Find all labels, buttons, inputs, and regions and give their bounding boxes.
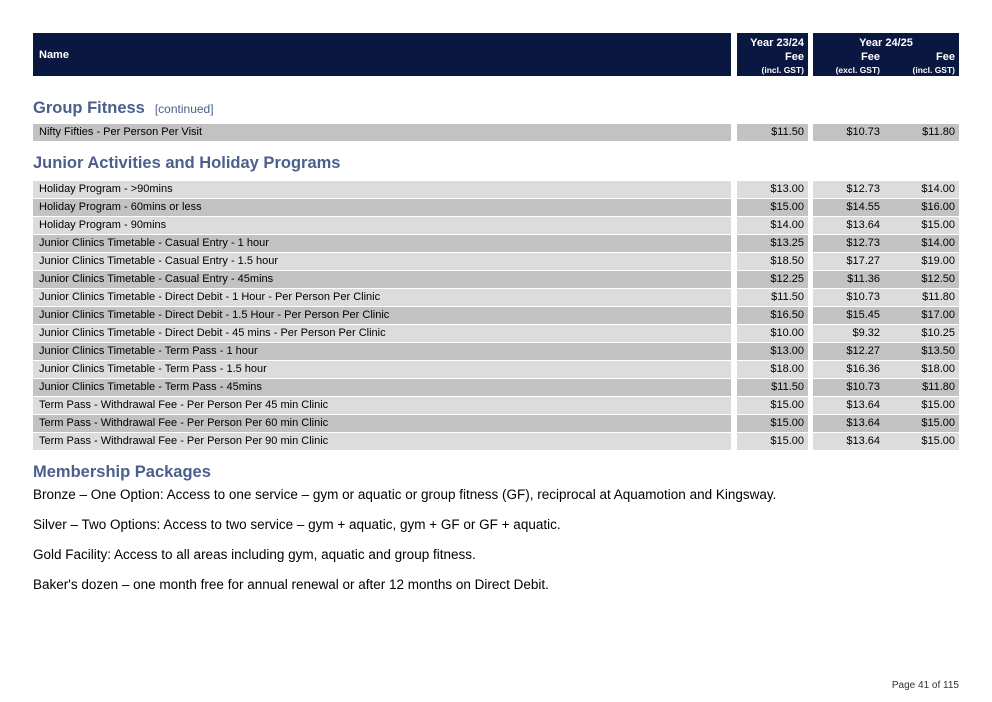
fee-2324-incl: $11.50 bbox=[737, 289, 808, 306]
table-row bbox=[33, 199, 959, 216]
fee-2425-excl: $13.64 bbox=[813, 217, 884, 234]
row-name: Holiday Program - 90mins bbox=[33, 217, 731, 234]
fee-2324-incl: $15.00 bbox=[737, 433, 808, 450]
row-name: Junior Clinics Timetable - Casual Entry - 1.5 hour bbox=[33, 253, 731, 270]
membership-paragraph: Baker's dozen – one month free for annual renewal or after 12 months on Direct Debit. bbox=[33, 577, 549, 592]
fee-2324-incl: $14.00 bbox=[737, 217, 808, 234]
fee-2425-incl: $14.00 bbox=[884, 181, 959, 198]
membership-paragraph: Bronze – One Option: Access to one service – gym or aquatic or group fitness (GF), reciprocal at Aquamotion and Kingsway. bbox=[33, 487, 777, 502]
header-year1-sub: (incl. GST) bbox=[761, 65, 804, 75]
fee-2324-incl: $18.50 bbox=[737, 253, 808, 270]
fee-2425-excl: $13.64 bbox=[813, 415, 884, 432]
fee-2425-excl: $10.73 bbox=[813, 124, 884, 141]
header-year1-fee: Fee bbox=[785, 51, 804, 63]
table-row bbox=[33, 271, 959, 288]
fee-2425-incl: $19.00 bbox=[884, 253, 959, 270]
header-year1 bbox=[737, 33, 808, 76]
fee-2324-incl: $15.00 bbox=[737, 415, 808, 432]
fee-2425-excl: $14.55 bbox=[813, 199, 884, 216]
fee-2425-excl: $15.45 bbox=[813, 307, 884, 324]
row-name: Junior Clinics Timetable - Direct Debit - 45 mins - Per Person Per Clinic bbox=[33, 325, 731, 342]
fee-2425-excl: $13.64 bbox=[813, 397, 884, 414]
fee-2324-incl: $15.00 bbox=[737, 199, 808, 216]
header-year2-label: Year 24/25 bbox=[859, 37, 913, 49]
membership-paragraph: Gold Facility: Access to all areas including gym, aquatic and group fitness. bbox=[33, 547, 476, 562]
fee-2324-incl: $15.00 bbox=[737, 397, 808, 414]
fee-2425-excl: $12.73 bbox=[813, 235, 884, 252]
header-year2-sub-excl: (excl. GST) bbox=[835, 65, 880, 75]
fee-2425-incl: $11.80 bbox=[884, 289, 959, 306]
fee-2425-incl: $14.00 bbox=[884, 235, 959, 252]
table-row bbox=[33, 307, 959, 324]
row-name: Term Pass - Withdrawal Fee - Per Person Per 90 min Clinic bbox=[33, 433, 731, 450]
fee-2324-incl: $10.00 bbox=[737, 325, 808, 342]
fee-2425-incl: $10.25 bbox=[884, 325, 959, 342]
fee-2425-incl: $15.00 bbox=[884, 433, 959, 450]
fee-2425-incl: $13.50 bbox=[884, 343, 959, 360]
row-name: Junior Clinics Timetable - Casual Entry - 45mins bbox=[33, 271, 731, 288]
membership-paragraph: Silver – Two Options: Access to two service – gym + aquatic, gym + GF or GF + aquatic. bbox=[33, 517, 561, 532]
table-row bbox=[33, 361, 959, 378]
header-year1-label: Year 23/24 bbox=[750, 37, 804, 49]
fee-2425-incl: $17.00 bbox=[884, 307, 959, 324]
group-fitness-table bbox=[33, 124, 959, 141]
fee-2425-incl: $16.00 bbox=[884, 199, 959, 216]
fee-2425-incl: $11.80 bbox=[884, 124, 959, 141]
fee-2425-incl: $18.00 bbox=[884, 361, 959, 378]
continued-label: [continued] bbox=[154, 102, 214, 116]
row-name: Nifty Fifties - Per Person Per Visit bbox=[33, 124, 731, 141]
table-row bbox=[33, 415, 959, 432]
row-name: Holiday Program - 60mins or less bbox=[33, 199, 731, 216]
row-name: Junior Clinics Timetable - Term Pass - 45mins bbox=[33, 379, 731, 396]
fee-2425-excl: $16.36 bbox=[813, 361, 884, 378]
fee-schedule-page bbox=[33, 33, 959, 607]
table-row bbox=[33, 397, 959, 414]
table-row bbox=[33, 235, 959, 252]
fee-2324-incl: $13.00 bbox=[737, 181, 808, 198]
table-row bbox=[33, 181, 959, 198]
table-row bbox=[33, 289, 959, 306]
fee-2425-excl: $12.27 bbox=[813, 343, 884, 360]
fee-2425-incl: $15.00 bbox=[884, 217, 959, 234]
row-name: Junior Clinics Timetable - Casual Entry - 1 hour bbox=[33, 235, 731, 252]
fee-2425-excl: $13.64 bbox=[813, 433, 884, 450]
header-year2 bbox=[813, 33, 959, 76]
table-row bbox=[33, 343, 959, 360]
section-title-group-fitness bbox=[33, 98, 959, 118]
row-name: Junior Clinics Timetable - Direct Debit - 1 Hour - Per Person Per Clinic bbox=[33, 289, 731, 306]
fee-2425-excl: $12.73 bbox=[813, 181, 884, 198]
section-title-membership: Membership Packages bbox=[33, 463, 211, 481]
row-name: Junior Clinics Timetable - Term Pass - 1.5 hour bbox=[33, 361, 731, 378]
row-name: Junior Clinics Timetable - Term Pass - 1 hour bbox=[33, 343, 731, 360]
fee-2324-incl: $16.50 bbox=[737, 307, 808, 324]
page-number: Page 41 of 115 bbox=[891, 680, 959, 691]
fee-2425-excl: $11.36 bbox=[813, 271, 884, 288]
fee-2324-incl: $13.00 bbox=[737, 343, 808, 360]
group-fitness-title: Group Fitness bbox=[33, 99, 145, 117]
header-year2-fee-excl: Fee bbox=[861, 51, 880, 63]
fee-2425-excl: $17.27 bbox=[813, 253, 884, 270]
table-row bbox=[33, 433, 959, 450]
header-year2-sub-incl: (incl. GST) bbox=[912, 65, 955, 75]
fee-2324-incl: $11.50 bbox=[737, 124, 808, 141]
fee-2425-incl: $12.50 bbox=[884, 271, 959, 288]
header-name: Name bbox=[33, 33, 731, 76]
fee-2425-excl: $10.73 bbox=[813, 289, 884, 306]
membership-paragraphs bbox=[33, 487, 959, 593]
row-name: Junior Clinics Timetable - Direct Debit - 1.5 Hour - Per Person Per Clinic bbox=[33, 307, 731, 324]
row-name: Term Pass - Withdrawal Fee - Per Person Per 45 min Clinic bbox=[33, 397, 731, 414]
junior-table bbox=[33, 181, 959, 450]
row-name: Holiday Program - >90mins bbox=[33, 181, 731, 198]
header-year2-fee-incl: Fee bbox=[936, 51, 955, 63]
row-name: Term Pass - Withdrawal Fee - Per Person Per 60 min Clinic bbox=[33, 415, 731, 432]
table-header bbox=[33, 33, 959, 76]
fee-2324-incl: $12.25 bbox=[737, 271, 808, 288]
table-row bbox=[33, 379, 959, 396]
fee-2324-incl: $13.25 bbox=[737, 235, 808, 252]
fee-2425-incl: $11.80 bbox=[884, 379, 959, 396]
fee-2425-excl: $9.32 bbox=[813, 325, 884, 342]
section-title-junior: Junior Activities and Holiday Programs bbox=[33, 154, 341, 172]
fee-2425-excl: $10.73 bbox=[813, 379, 884, 396]
table-row bbox=[33, 325, 959, 342]
table-row bbox=[33, 217, 959, 234]
fee-2324-incl: $18.00 bbox=[737, 361, 808, 378]
fee-2425-incl: $15.00 bbox=[884, 415, 959, 432]
table-row bbox=[33, 253, 959, 270]
table-row bbox=[33, 124, 959, 141]
fee-2324-incl: $11.50 bbox=[737, 379, 808, 396]
fee-2425-incl: $15.00 bbox=[884, 397, 959, 414]
